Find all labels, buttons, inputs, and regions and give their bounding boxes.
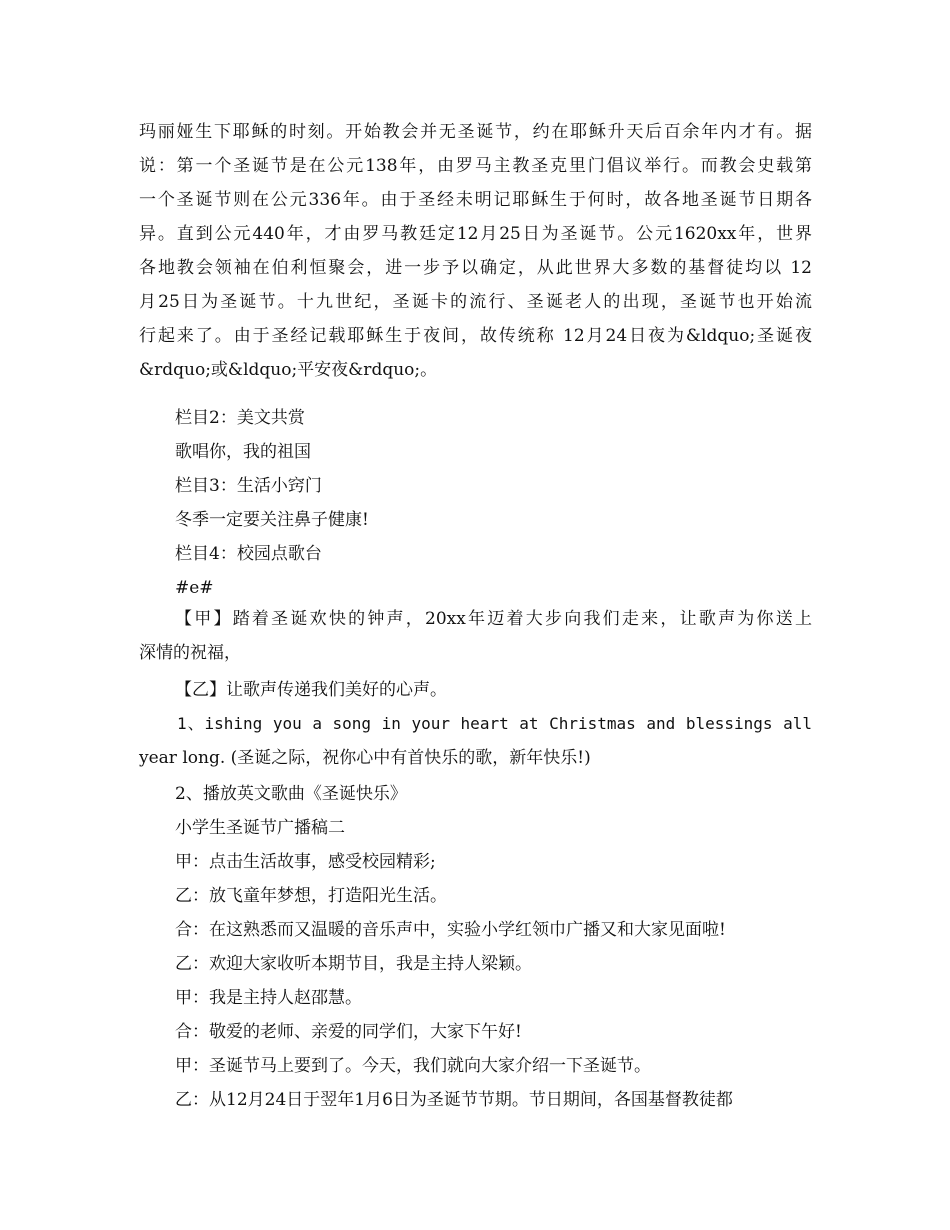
section-2-label: 栏目2：美文共赏 [175, 408, 305, 428]
host-yi-line: 【乙】让歌声传递我们美好的心声。 [175, 680, 447, 700]
song-item-2: 2、播放英文歌曲《圣诞快乐》 [175, 784, 407, 804]
paragraph-line: 异。直到公元440年，才由罗马教廷定12月25日为圣诞节。公元1620xx年，世界 [139, 224, 812, 244]
dialogue-line: 乙：放飞童年梦想，打造阳光生活。 [175, 886, 447, 906]
song-item-1 [139, 707, 812, 775]
paragraph-line: 玛丽娅生下耶稣的时刻。开始教会并无圣诞节，约在耶稣升天后百余年内才有。据 [139, 122, 812, 142]
dialogue-line: 甲：点击生活故事，感受校园精彩; [175, 852, 436, 872]
dialogue-line: 乙：从12月24日于翌年1月6日为圣诞节节期。节日期间，各国基督教徒都 [175, 1090, 733, 1110]
paragraph-line: 1、ishing you a song in your heart at Christmas and blessings all [177, 714, 812, 733]
dialogue-line: 合：在这熟悉而又温暖的音乐声中，实验小学红领巾广播又和大家见面啦! [175, 920, 726, 940]
section-2-content: 歌唱你，我的祖国 [175, 442, 311, 462]
paragraph-line: 【甲】踏着圣诞欢快的钟声，20xx年迈着大步向我们走来，让歌声为你送上 [175, 609, 812, 629]
dialogue-line: 乙：欢迎大家收听本期节目，我是主持人梁颖。 [175, 954, 532, 974]
paragraph-line: 说：第一个圣诞节是在公元138年，由罗马主教圣克里门倡议举行。而教会史载第 [139, 156, 812, 176]
paragraph-line: &rdquo;或&ldquo;平安夜&rdquo;。 [139, 360, 438, 380]
section-3-label: 栏目3：生活小窍门 [175, 476, 322, 496]
paragraph-line: 各地教会领袖在伯利恒聚会，进一步予以确定，从此世界大多数的基督徒均以 12 [139, 258, 812, 278]
dialogue-line: 甲：我是主持人赵邵慧。 [175, 988, 362, 1008]
christmas-history-paragraph [139, 115, 812, 387]
paragraph-line: 一个圣诞节则在公元336年。由于圣经未明记耶稣生于何时，故各地圣诞节日期各 [139, 190, 812, 210]
paragraph-line: year long. (圣诞之际，祝你心中有首快乐的歌，新年快乐!) [139, 748, 591, 768]
section-3-content: 冬季一定要关注鼻子健康! [175, 510, 369, 530]
script-2-title: 小学生圣诞节广播稿二 [175, 818, 345, 838]
section-marker: #e# [175, 578, 214, 598]
paragraph-line: 月25日为圣诞节。十九世纪，圣诞卡的流行、圣诞老人的出现，圣诞节也开始流 [139, 292, 812, 312]
dialogue-line: 甲：圣诞节马上要到了。今天，我们就向大家介绍一下圣诞节。 [175, 1056, 651, 1076]
paragraph-line: 行起来了。由于圣经记载耶稣生于夜间，故传统称 12月24日夜为&ldquo;圣诞夜 [139, 326, 812, 346]
paragraph-line: 深情的祝福， [139, 643, 241, 663]
host-jia-paragraph [139, 602, 812, 670]
section-4-label: 栏目4：校园点歌台 [175, 544, 322, 564]
dialogue-line: 合：敬爱的老师、亲爱的同学们，大家下午好! [175, 1022, 522, 1042]
